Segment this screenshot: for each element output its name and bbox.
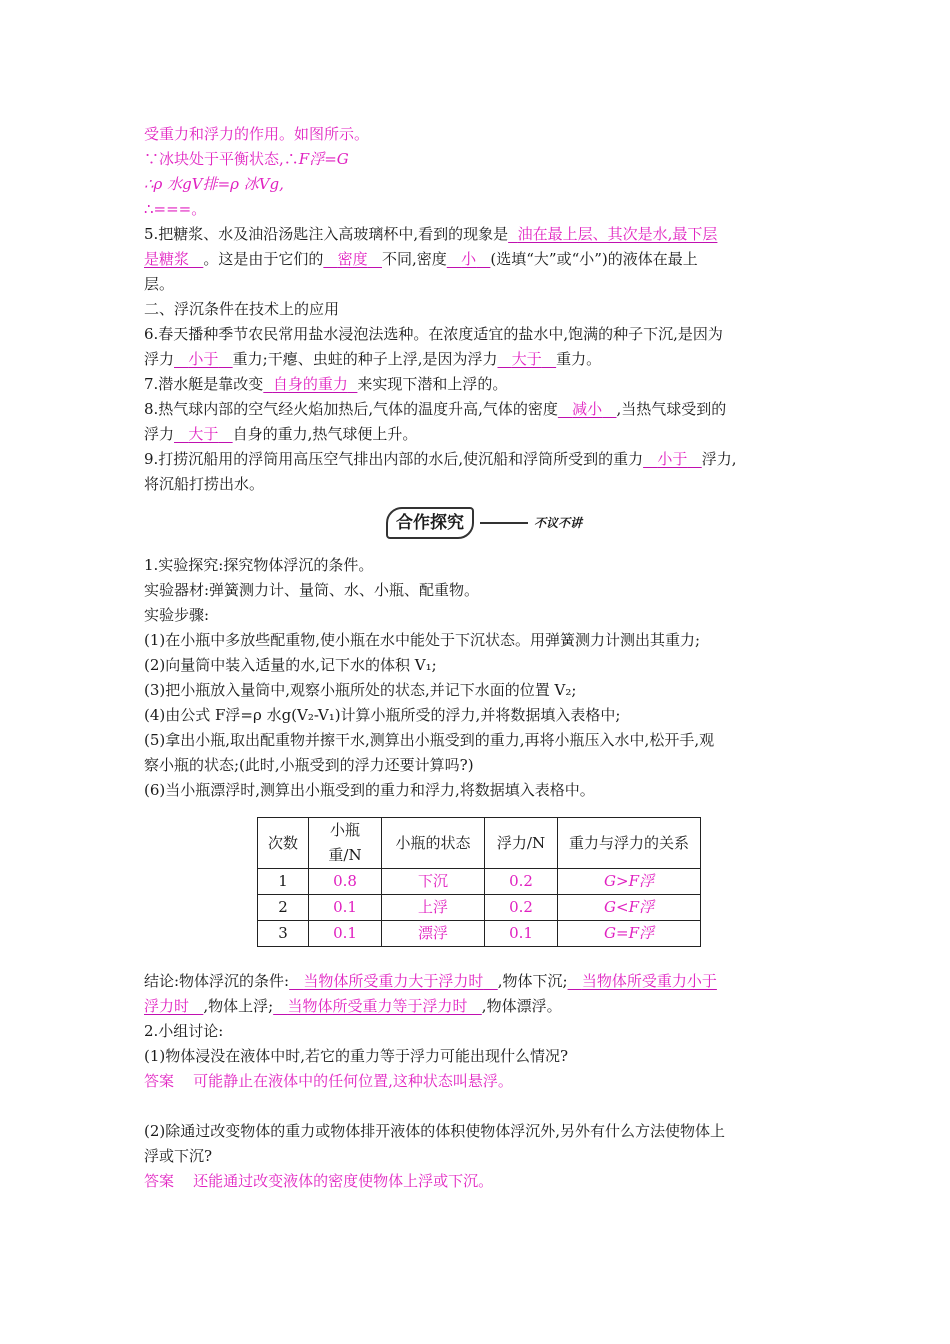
answer-blank — [497, 350, 556, 368]
answer-blank — [447, 250, 491, 268]
answer-label: 答案 — [144, 1072, 175, 1090]
text: 7.潜水艇是靠改变 — [144, 375, 264, 393]
table-cell: 0.8 — [309, 869, 382, 895]
table-header-row — [258, 818, 701, 869]
formula: F浮=G — [298, 150, 349, 168]
text: ,当热气球受到的 — [616, 400, 727, 418]
question-6-cont — [144, 347, 824, 372]
text: (选填“大”或“小”)的液体在最上 — [490, 250, 698, 268]
discussion-q2: (2)除通过改变物体的重力或物体排开液体的体积使物体浮沉外,另外有什么方法使物体上 — [144, 1122, 726, 1140]
answer-text: 小 — [461, 250, 477, 268]
answer-blank — [174, 425, 233, 443]
answer-blank — [289, 972, 498, 990]
step-5-cont: 察小瓶的状态;(此时,小瓶受到的浮力还要计算吗?) — [144, 756, 474, 774]
answer-text: 大于 — [511, 350, 542, 368]
text: 9.打捞沉船用的浮筒用高压空气排出内部的水后,使沉船和浮筒所受到的重力 — [144, 450, 644, 468]
text: 不同,密度 — [381, 250, 447, 268]
question-8-cont — [144, 422, 824, 447]
text: 来实现下潜和上浮的。 — [357, 375, 508, 393]
question-5-cont — [144, 247, 824, 272]
answer-blank — [144, 997, 203, 1015]
table-cell: 2 — [258, 895, 309, 921]
answer-text: ∵冰块处于平衡状态,∴ — [144, 150, 299, 168]
answer-blank — [323, 250, 382, 268]
answer-line: ∴ρ 水gV排=ρ 冰Vg, — [144, 175, 284, 193]
table-row — [258, 921, 701, 947]
text: 自身的重力,热气球便上升。 — [232, 425, 418, 443]
step-2: (2)向量筒中装入适量的水,记下水的体积 V₁; — [144, 656, 437, 674]
step-5: (5)拿出小瓶,取出配重物并擦干水,测算出小瓶受到的重力,再将小瓶压入水中,松开手,观 — [144, 731, 715, 749]
answer-text: 是糖浆 — [144, 250, 190, 268]
step-1: (1)在小瓶中多放些配重物,使小瓶在水中能处于下沉状态。用弹簧测力计测出其重力; — [144, 631, 701, 649]
question-7 — [144, 372, 824, 397]
text: ,物体漂浮。 — [481, 997, 562, 1015]
answer-blank — [508, 225, 717, 243]
answer-text: 密度 — [337, 250, 368, 268]
text: ,物体下沉; — [497, 972, 568, 990]
table-cell: 0.2 — [485, 895, 558, 921]
answer-blank — [263, 375, 357, 393]
answer-text: 当物体所受重力小于 — [581, 972, 717, 990]
text: 重力。 — [556, 350, 602, 368]
banner-title: 合作探究 — [386, 507, 474, 539]
answer-blank — [643, 450, 702, 468]
answer-text: 小于 — [188, 350, 219, 368]
answer-blank — [558, 400, 617, 418]
step-4: (4)由公式 F浮=ρ 水g(V₂-V₁)计算小瓶所受的浮力,并将数据填入表格中; — [144, 706, 621, 724]
table-header: 重力与浮力的关系 — [558, 818, 701, 869]
answer-blank — [273, 997, 482, 1015]
table-cell: 1 — [258, 869, 309, 895]
answer-text: 小于 — [657, 450, 688, 468]
question-5-end: 层。 — [144, 275, 175, 293]
answer-text: 当物体所受重力大于浮力时 — [303, 972, 484, 990]
answer-text: 油在最上层、其次是水,最下层 — [517, 225, 718, 243]
conclusion — [144, 969, 824, 994]
answer-line — [144, 147, 824, 172]
text: ,物体上浮; — [203, 997, 274, 1015]
answer-blank — [174, 350, 233, 368]
experiment-title: 1.实验探究:探究物体浮沉的条件。 — [144, 556, 374, 574]
answer-line: 受重力和浮力的作用。如图所示。 — [144, 125, 370, 143]
table-cell: 0.1 — [485, 921, 558, 947]
answer-text: 减小 — [572, 400, 603, 418]
table-cell: G=F浮 — [558, 921, 701, 947]
banner-rule — [480, 522, 528, 524]
table-cell: 3 — [258, 921, 309, 947]
answer-blank — [568, 972, 717, 990]
answer-text: 可能静止在液体中的任何位置,这种状态叫悬浮。 — [193, 1072, 513, 1090]
table-header: 次数 — [258, 818, 309, 869]
question-9 — [144, 447, 824, 472]
answer-1 — [144, 1069, 824, 1094]
text: 重力;干瘪、虫蛀的种子上浮,是因为浮力 — [232, 350, 498, 368]
table-cell: 0.2 — [485, 869, 558, 895]
banner-subtitle: 不议不讲 — [533, 515, 582, 530]
table-cell: G<F浮 — [558, 895, 701, 921]
text: 浮力 — [144, 425, 175, 443]
answer-line: ∴===。 — [144, 200, 207, 218]
step-6: (6)当小瓶漂浮时,测算出小瓶受到的重力和浮力,将数据填入表格中。 — [144, 781, 595, 799]
discussion-title: 2.小组讨论: — [144, 1022, 224, 1040]
answer-text: 大于 — [188, 425, 219, 443]
document-page — [144, 122, 824, 1194]
discussion-q2-cont: 浮或下沉? — [144, 1147, 213, 1165]
answer-blank — [144, 250, 203, 268]
table-cell: 上浮 — [382, 895, 485, 921]
question-6: 6.春天播种季节农民常用盐水浸泡法选种。在浓度适宜的盐水中,饱满的种子下沉,是因为 — [144, 325, 723, 343]
text: 结论:物体浮沉的条件: — [144, 972, 290, 990]
table-header: 浮力/N — [485, 818, 558, 869]
table-cell: 下沉 — [382, 869, 485, 895]
text: 8.热气球内部的空气经火焰加热后,气体的温度升高,气体的密度 — [144, 400, 558, 418]
question-5 — [144, 222, 824, 247]
table-cell: G>F浮 — [558, 869, 701, 895]
question-9-cont: 将沉船打捞出水。 — [144, 475, 265, 493]
answer-text: 还能通过改变液体的密度使物体上浮或下沉。 — [193, 1172, 494, 1190]
answer-2 — [144, 1169, 824, 1194]
discussion-q1: (1)物体浸没在液体中时,若它的重力等于浮力可能出现什么情况? — [144, 1047, 569, 1065]
experiment-steps-label: 实验步骤: — [144, 606, 210, 624]
question-8 — [144, 397, 824, 422]
answer-label: 答案 — [144, 1172, 175, 1190]
table-header: 小瓶重/N — [309, 818, 382, 869]
table-cell: 0.1 — [309, 921, 382, 947]
table-row — [258, 869, 701, 895]
answer-text: 自身的重力 — [272, 375, 348, 393]
table-row — [258, 895, 701, 921]
conclusion-cont — [144, 994, 824, 1019]
text: 浮力, — [701, 450, 737, 468]
answer-text: 浮力时 — [144, 997, 190, 1015]
text: 。这是由于它们的 — [203, 250, 324, 268]
text: 浮力 — [144, 350, 175, 368]
table-cell: 0.1 — [309, 895, 382, 921]
text: 5.把糖浆、水及油沿汤匙注入高玻璃杯中,看到的现象是 — [144, 225, 509, 243]
section-banner — [144, 501, 824, 545]
answer-text: 当物体所受重力等于浮力时 — [287, 997, 468, 1015]
experiment-materials: 实验器材:弹簧测力计、量筒、水、小瓶、配重物。 — [144, 581, 480, 599]
step-3: (3)把小瓶放入量筒中,观察小瓶所处的状态,并记下水面的位置 V₂; — [144, 681, 577, 699]
data-table — [257, 817, 701, 947]
section-heading: 二、浮沉条件在技术上的应用 — [144, 300, 340, 318]
table-header: 小瓶的状态 — [382, 818, 485, 869]
table-cell: 漂浮 — [382, 921, 485, 947]
